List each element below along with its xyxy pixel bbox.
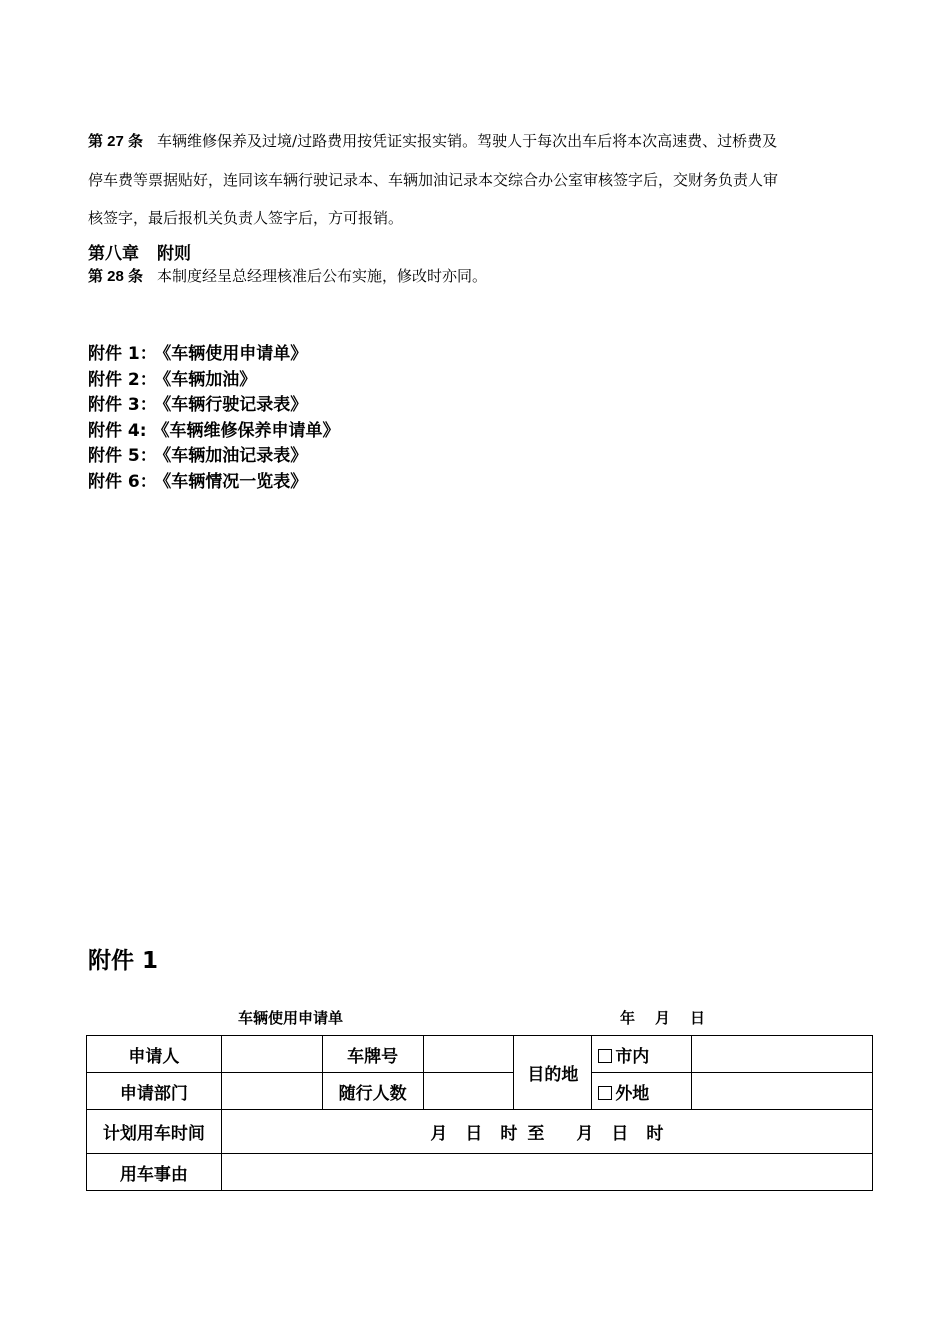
attachment-1-heading: 附件 1 [88,948,159,974]
form-date: 年 月 日 [620,1009,706,1027]
checkbox-icon[interactable] [598,1049,612,1063]
attachment-item: 附件 5： 《车辆加油记录表》 [88,446,308,466]
planned-time-field[interactable]: 月 日 时 至 月 日 时 [221,1110,872,1154]
checkbox-icon[interactable] [598,1086,612,1100]
plate-field[interactable] [423,1036,514,1073]
vehicle-request-form [86,1035,873,1191]
applicant-label: 申请人 [87,1036,222,1073]
attachment-item: 附件 1： 《车辆使用申请单》 [88,344,308,364]
companions-field[interactable] [423,1073,514,1110]
city-field[interactable] [692,1036,873,1073]
attachment-item: 附件 6： 《车辆情况一览表》 [88,471,308,492]
attachment-item: 附件 2： 《车辆加油》 [88,369,257,390]
department-label: 申请部门 [87,1073,222,1110]
applicant-field[interactable] [221,1036,322,1073]
form-title: 车辆使用申请单 [238,1009,344,1027]
article-27-number: 第 27 条 [88,133,144,150]
reason-field[interactable] [221,1154,872,1191]
article-28 [88,265,487,286]
reason-label: 用车事由 [87,1154,222,1191]
outside-option[interactable]: 外地 [592,1073,692,1110]
article-27-line-2: 停车费等票据贴好，连同该车辆行驶记录本、车辆加油记录本交综合办公室审核签字后，交财务负责人审 [88,171,779,189]
outside-field[interactable] [692,1073,873,1110]
chapter-number: 第八章 [88,244,139,264]
article-28-text: 本制度经呈总经理核准后公布实施，修改时亦同。 [157,267,488,285]
destination-label: 目的地 [514,1036,592,1110]
article-27-line-3: 核签字，最后报机关负责人签字后，方可报销。 [88,209,404,227]
companions-label: 随行人数 [322,1073,423,1110]
chapter-8-heading [88,239,191,264]
chapter-title: 附则 [157,244,191,264]
city-option[interactable]: 市内 [592,1036,692,1073]
plate-label: 车牌号 [322,1036,423,1073]
article-28-number: 第 28 条 [88,268,144,285]
article-27 [88,122,878,237]
planned-time-label: 计划用车时间 [87,1110,222,1154]
department-field[interactable] [221,1073,322,1110]
attachment-item: 附件 4: 《车辆维修保养申请单》 [88,420,340,441]
attachment-list [88,342,340,495]
article-27-line-1: 第 27 条 车辆维修保养及过境/过路费用按凭证实报实销。驾驶人于每次出车后将本次高速费、过桥费及 [88,132,778,150]
attachment-item: 附件 3： 《车辆行驶记录表》 [88,395,308,415]
